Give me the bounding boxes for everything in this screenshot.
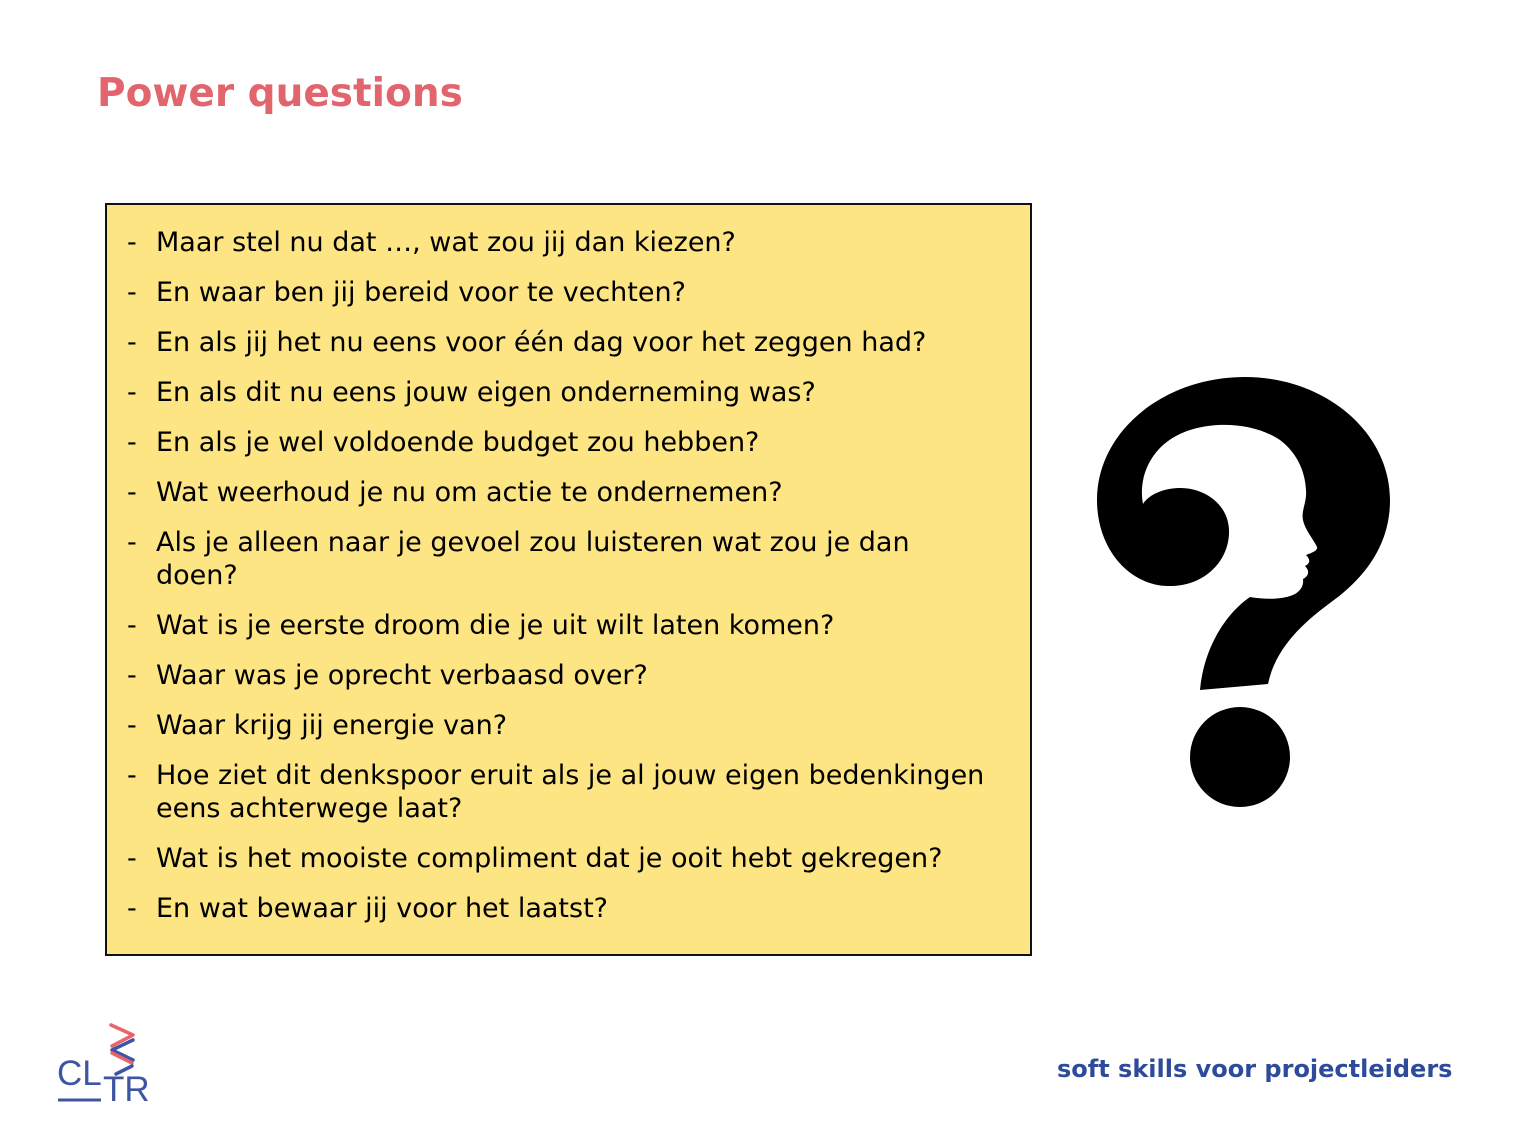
question-text: Hoe ziet dit denkspoor eruit als je al jouw eigen bedenkingen eens achterwege laat? <box>156 760 985 824</box>
question-text: Wat is je eerste droom die je uit wilt laten komen? <box>156 610 835 641</box>
list-bullet: - <box>127 843 137 874</box>
list-bullet: - <box>127 427 137 458</box>
question-item <box>127 226 1022 259</box>
question-item <box>127 526 1022 592</box>
questions-list <box>127 226 1022 925</box>
list-bullet: - <box>127 527 137 558</box>
logo-text-cl: CL <box>57 1054 102 1093</box>
slide-title: Power questions <box>97 71 463 116</box>
question-text: Als je alleen naar je gevoel zou luisteren wat zou je dan doen? <box>156 527 910 591</box>
question-text: En als dit nu eens jouw eigen onderneming was? <box>156 377 816 408</box>
question-text: En als je wel voldoende budget zou hebben? <box>156 427 760 458</box>
list-bullet: - <box>127 227 137 258</box>
question-item <box>127 659 1022 692</box>
logo-text-tr: TR <box>103 1070 150 1109</box>
list-bullet: - <box>127 610 137 641</box>
question-text: Wat is het mooiste compliment dat je ooit hebt gekregen? <box>156 843 943 874</box>
list-bullet: - <box>127 710 137 741</box>
question-text: Waar was je oprecht verbaasd over? <box>156 660 648 691</box>
question-text: En wat bewaar jij voor het laatst? <box>156 893 608 924</box>
question-text: Maar stel nu dat …, wat zou jij dan kiezen? <box>156 227 736 258</box>
questions-box <box>105 203 1032 956</box>
cltr-logo <box>55 1020 155 1110</box>
list-bullet: - <box>127 477 137 508</box>
question-item <box>127 376 1022 409</box>
question-item <box>127 426 1022 459</box>
question-item <box>127 892 1022 925</box>
question-item <box>127 276 1022 309</box>
question-text: En als jij het nu eens voor één dag voor het zeggen had? <box>156 327 927 358</box>
list-bullet: - <box>127 660 137 691</box>
question-text: Waar krijg jij energie van? <box>156 710 508 741</box>
question-mark-head-silhouette-icon <box>1090 370 1400 815</box>
question-text: Wat weerhoud je nu om actie te ondernemen? <box>156 477 783 508</box>
list-bullet: - <box>127 893 137 924</box>
list-bullet: - <box>127 377 137 408</box>
list-bullet: - <box>127 277 137 308</box>
footer-tagline: soft skills voor projectleiders <box>1057 1055 1453 1083</box>
list-bullet: - <box>127 760 137 791</box>
question-item <box>127 609 1022 642</box>
question-item <box>127 759 1022 825</box>
question-mark-dot <box>1190 707 1290 807</box>
question-item <box>127 709 1022 742</box>
list-bullet: - <box>127 327 137 358</box>
question-mark-hook <box>1097 377 1390 690</box>
question-item <box>127 842 1022 875</box>
question-text: En waar ben jij bereid voor te vechten? <box>156 277 686 308</box>
question-item <box>127 476 1022 509</box>
question-item <box>127 326 1022 359</box>
